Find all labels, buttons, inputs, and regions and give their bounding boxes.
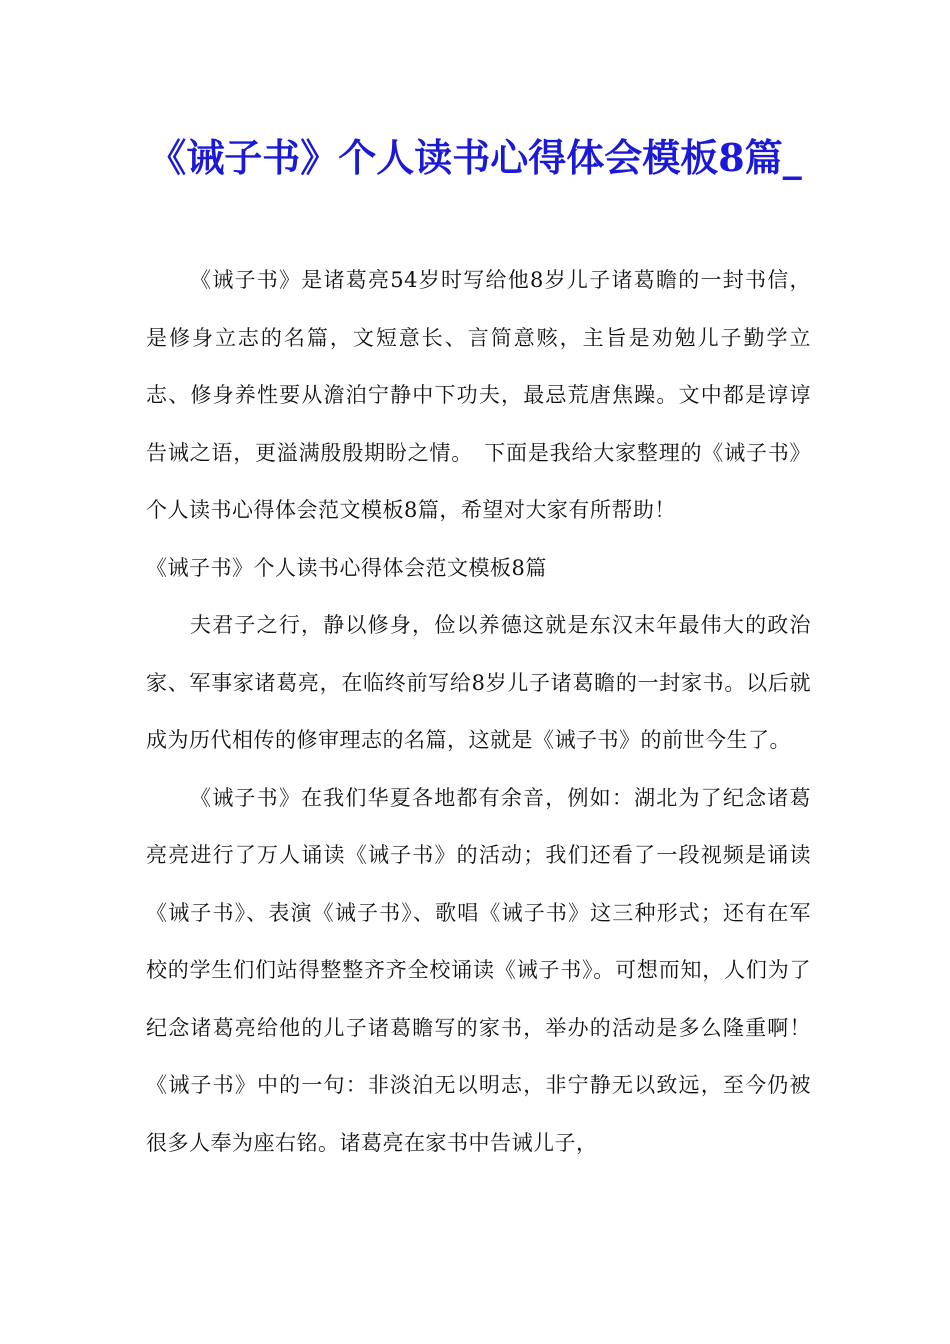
intro-paragraph: 《诫子书》是诸葛亮54岁时写给他8岁儿子诸葛瞻的一封书信，是修身立志的名篇，文短意长、言简意赅，主旨是劝勉儿子勤学立志、修身养性要从澹泊宁静中下功夫，最忌荒唐焦躁。文中都是谆谆告诫之语，更溢满殷殷期盼之情。 下面是我给大家整理的《诫子书》个人读书心得体会范文模板8篇，希望对大家有所帮助！	[146, 268, 811, 522]
document-body	[146, 252, 811, 1172]
document-title: 《诫子书》个人读书心得体会模板8篇_	[148, 135, 802, 180]
body-paragraph-2: 《诫子书》在我们华夏各地都有余音，例如：湖北为了纪念诸葛亮亮进行了万人诵读《诫子书》的活动；我们还看了一段视频是诵读《诫子书》、表演《诫子书》、歌唱《诫子书》这三种形式；还有在军校的学生们们站得整整齐齐全校诵读《诫子书》。可想而知，人们为了纪念诸葛亮给他的儿子诸葛瞻写的家书，举办的活动是多么隆重啊！《诫子书》中的一句：非淡泊无以明志，非宁静无以致远，至今仍被很多人奉为座右铭。诸葛亮在家书中告诫儿子，	[146, 785, 811, 1155]
section-heading: 《诫子书》个人读书心得体会范文模板8篇	[146, 555, 547, 580]
body-paragraph-1: 夫君子之行，静以修身，俭以养德这就是东汉末年最伟大的政治家、军事家诸葛亮，在临终前写给8岁儿子诸葛瞻的一封家书。以后就成为历代相传的修审理志的名篇，这就是《诫子书》的前世今生了。	[146, 613, 811, 752]
